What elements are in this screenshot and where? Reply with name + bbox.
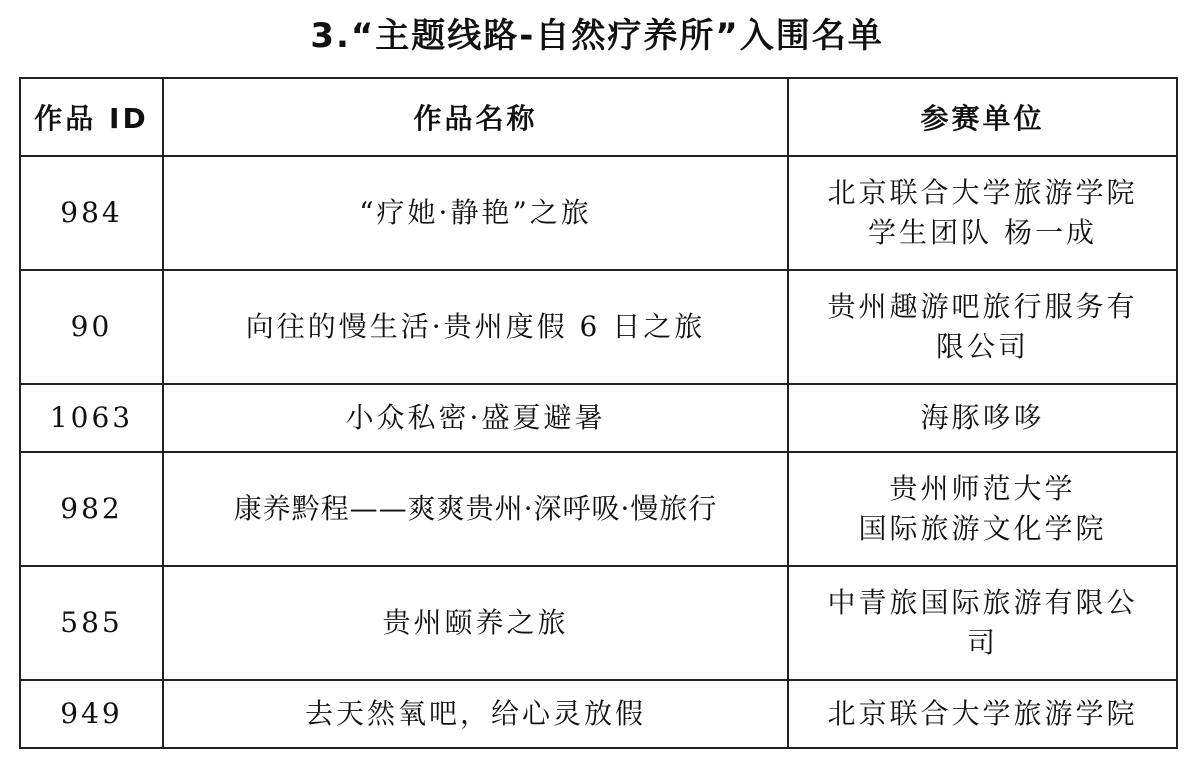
entrant-unit-line: 贵州师范大学 [889, 472, 1076, 505]
entrant-unit-cell [788, 680, 1177, 748]
entrant-unit-line: 司 [966, 626, 998, 659]
table-row [20, 270, 1177, 384]
table-row [20, 156, 1177, 270]
work-name-cell: 贵州颐养之旅 [163, 566, 788, 680]
table-header-row [20, 78, 1177, 156]
entrant-unit-cell [788, 452, 1177, 566]
entrant-unit-cell [788, 384, 1177, 452]
work-id-cell: 949 [20, 680, 163, 748]
table-row [20, 452, 1177, 566]
table-row [20, 384, 1177, 452]
entrant-unit-line: 北京联合大学旅游学院 [827, 697, 1138, 730]
entrant-unit-line: 贵州趣游吧旅行服务有 [827, 290, 1138, 323]
work-name-cell: “疗她·静艳”之旅 [163, 156, 788, 270]
entrant-unit-line: 北京联合大学旅游学院 [827, 176, 1138, 209]
table-row [20, 680, 1177, 748]
entrant-unit-cell [788, 566, 1177, 680]
column-header-unit: 参赛单位 [788, 78, 1177, 156]
entrant-unit-line: 学生团队 杨一成 [868, 216, 1097, 249]
work-name-cell: 向往的慢生活·贵州度假 6 日之旅 [163, 270, 788, 384]
work-id-cell: 984 [20, 156, 163, 270]
work-id-cell: 982 [20, 452, 163, 566]
column-header-name: 作品名称 [163, 78, 788, 156]
work-id-cell: 90 [20, 270, 163, 384]
work-id-cell: 1063 [20, 384, 163, 452]
entrant-unit-line: 国际旅游文化学院 [858, 512, 1107, 545]
work-name-cell: 去天然氧吧，给心灵放假 [163, 680, 788, 748]
entrant-unit-cell [788, 156, 1177, 270]
entrant-unit-line: 限公司 [935, 330, 1029, 363]
finalist-table [19, 77, 1178, 749]
column-header-id: 作品 ID [20, 78, 163, 156]
work-id-cell: 585 [20, 566, 163, 680]
table-row [20, 566, 1177, 680]
entrant-unit-line: 海豚哆哆 [920, 401, 1045, 434]
work-name-cell: 康养黔程——爽爽贵州·深呼吸·慢旅行 [163, 452, 788, 566]
work-name-cell: 小众私密·盛夏避暑 [163, 384, 788, 452]
entrant-unit-cell [788, 270, 1177, 384]
entrant-unit-line: 中青旅国际旅游有限公 [827, 586, 1138, 619]
page-title: 3.“主题线路-自然疗养所”入围名单 [310, 16, 884, 56]
